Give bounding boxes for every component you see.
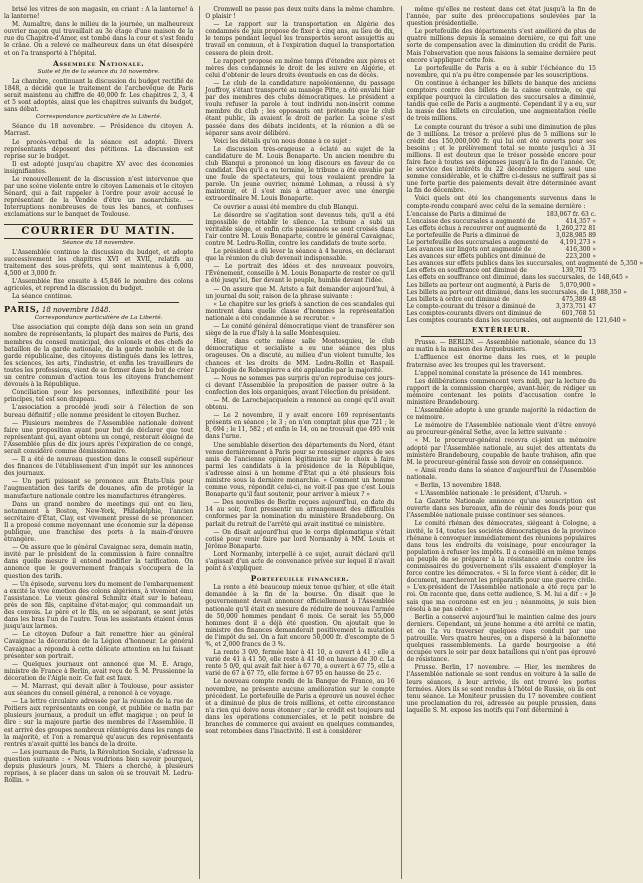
paragraph: Le désordre se s'agitation sont devenus tels, qu'il a été impossible de rétablir le silence. La tribune a subi un véritable siège, et enfin cris passionnés se sont croisés dans l'air contre M. Louis Bonaparte, contre le général Cavaignac, contre M. Ledru-Rollin, contre les candidats de toute sorte. [205,211,395,247]
paragraph: — Le citoyen Dufour a fait remettre hier au général Cavaignac la décoration de la Légion d'honneur. Le général Cavaignac a répondu à cette délicate attention en lui faisant présenter son portrait. [4,631,194,660]
paragraph: Séance du 18 novembre. — Présidence du citoyen A. Marrast. [4,123,194,138]
correspondence-subtitle: Correspondance particulière de la Liberté. [35,114,162,121]
paragraph: Le renouvellement de la discussion n'est intervenue que par une scène violente entre le citoyen Lamenais et le citoyen Sénard, qui a fait rappeler à l'ordre pour avoir accusé le représentant de la Vendée d'être un monarchiste. — Interruptions nombreuses de tous les bancs, et confuses exclamations sur le banquet de Toulouse. [4,175,194,219]
paragraph: L'Assemblée fixe ensuite à 45,846 le nombre des colons agricoles, et reprend la discussion du budget. [4,278,194,293]
ledger-row [406,288,627,296]
ledger-row [407,246,596,253]
paragraph: Voici quels ont été les changements survenus dans le compte-rendu comparé avec celui de la semaine dernière : [406,195,596,210]
ledger-label: Les billets au porteur ont augmenté, à Paris de [406,281,550,289]
ledger-amount: 4,191,273 » [559,239,596,246]
ledger-row [407,239,596,246]
paragraph: Le compte courant du trésor a subi une diminution de plus de 3 millions. Le trésor a prélevé plus de 5 millions sur le crédit des 150,000,000 fr. qui lui ont été ouverts pour ses besoins ; et le prélèvement total se monte jusqu'ici à 31 millions. Il est douteux que le trésor possède encore pour faire face à toutes ses dépenses jusqu'à la fin de l'année. Or, le service des intérêts du 22 décembre exigera seul une somme considérable, et le chiffre ci-dessus ne suffirait pas si une forte partie des paiements devait être déterminée avant la fin de décembre. [406,123,596,195]
ledger-row [407,218,596,225]
paragraph: Prusse. Berlin, 17 novembre. — Hier, les membres de l'Assemblée nationale se sont rendus en voiture à la salle de leurs séances, à leur arrivée, ils ont trouvé les portes fermées. Alors ils se sont rendus à l'hôtel de Russie, où ils ont tenu séance. Le Moniteur prussien du 17 novembre contient une proclamation du roi, adressée au peuple prussien, dans laquelle S. M. expose les motifs qui l'ont déterminé à [406,664,596,714]
section-title-courrier: COURRIER DU MATIN. [4,224,193,239]
section-subtitle: Suite et fin de la séance du 16 novembre. [37,68,160,75]
ledger-label: Les avances sur effets publics ont diminué de [406,253,546,261]
paragraph: — Un parti puissant se prononce aux États-Unis pour l'augmentation des tarifs de douanes, afin de protéger la manufacture nationale contre les manufactures étrangères. [4,478,194,500]
paragraph: Le nouveau compte rendu de la Banque de France, au 16 novembre, ne présente aucune amélioration sur le compte précédent. Le portefeuille de Paris a éprouvé un nouvel échec et a diminué de plus de trois millions, et cette circonstance n'a rien qui doive nous étonner ; car le crédit est toujours nul dans les opérations commerciales, et le petit nombre de branches de commerce qui avaient eu quelques commandes, sont retombées dans l'inactivité. Il est à considérer [205,678,395,736]
paragraph: « Ainsi rendu dans la séance d'aujourd'hui de l'Assemblée nationale. [406,466,596,481]
paragraph: — M. de Larochejacquelein a renoncé au congé qu'il avait obtenu. [205,396,395,412]
paragraph: Le discussion très-orageuse a éclaté au sujet de la candidature de M. Louis Bonaparte. Un ancien membre du club Blanqui a prononcé un long discours en faveur de ce candidat. Dès qu'il a eu terminé, le tribune a été envahie par une foule de spectateurs, qui tous voulaient prendre la parole. Un jeune ouvrier, nommé Lohman, a réussi à s'y maintenir, et il s'est mis à attaquer avec une énergie extraordinaire M. Louis Bonaparte. [205,145,395,203]
column-right [401,6,643,879]
paris-dateline [4,305,193,314]
ledger-label: Les avances sur lingots ont augmenté de [406,246,532,254]
ledger-row [407,232,596,239]
ledger-amount: 3,028,985 89 [555,231,596,239]
ledger-label: Les effets en souffrance ont diminué, dans les succursales, de [406,274,595,282]
paragraph: « M. le procureur-général recevra ci-joint un mémoire adopté par l'Assemblée nationale, au sujet des attentats du ministère Brandebourg, coupable de haute trahison, afin que M. le procureur-général fasse son devoir en conséquence. [406,437,596,466]
ledger-label: Le portefeuille des succursales a augmenté de [406,239,549,246]
ledger-amount: 5,070,900 » [559,281,596,289]
paragraph: Le mémoire de l'Assemblée nationale vient d'être envoyé au procureur-général Sethe, avec la lettre suivante : [406,422,596,437]
paragraph: Le portefeuille des départements s'est amélioré de plus de quatre millions depuis la semaine dernière, ce qui fait une sorte de compensation avec la diminution du crédit de Paris. Mais l'observation que nous faisions la semaine dernière peut encore s'appliquer cette fois. [406,28,596,64]
paragraph: Le rapport propose en même temps d'étendre aux pères et mères des condamnés le droit de les suivre en Algérie, et celui d'obtenir de leurs droits éventuels en cas de décès. [205,57,395,79]
section-title-exterieur: EXTÉRIEUR. [471,326,531,335]
paragraph: — Des nouvelles de Berlin reçues aujourd'hui, en date du 14 au soir, font pressentir un arrangement des difficultés conformes par la nomination du ministère Brandebourg. On parlait du retrait de l'arrêté qui avait institué ce ministère. [205,499,395,528]
paragraph: Dans un grand nombre de meetings qui ont eu lieu, notamment à Boston, New-York, Philadelphie, l'ancien secrétaire d'État, Clay, est vivement pressé de se prononcer. Il a proposé comme moyennant une économie sur la dépense publique, une franchise des ports à la main-d'œuvre étrangère. [4,500,194,544]
paragraph: La rente a été beaucoup mieux tenue qu'hier, et elle était demandée à la fin de la bourse. On disait que le gouvernement devait annoncer officiellement à l'Assemblée nationale qu'il était en mesure de réduire de nouveau l'armée de 50,000 hommes pendant 6 mois. Ce serait les 55,000 hommes dont il a déjà été question. On ajoutait que le ministre des finances demanderait positivement la mutation de l'impôt du sel. On a fait encore 50,000 fr. d'escompte de 5 %, et 2,000 francs de 3 %. [205,584,395,648]
paragraph: L'association a procédé jeudi soir à l'élection de son bureau définitif ; elle nomme président le citoyen Buchez. [4,404,194,419]
paragraph: — Plusieurs membres de l'Assemblée nationale doivent faire une proposition ayant pour but de déclarer que tout représentant qui, ayant obtenu un congé, resterait éloigné de l'Assemblée plus de dix jours après l'expiration de ce congé, serait considéré comme démissionnaire. [4,419,194,455]
correspondence-subtitle: Correspondance particulière de La Liberté. [34,315,163,322]
ledger-row [407,310,596,317]
ledger-row [406,317,627,325]
divider [421,336,582,337]
paragraph: La séance continue. [12,293,73,301]
paragraph: — Quelques journaux ont annoncé que M. E. Arago, ministre de France à Berlin, avait reçu de S. M. Prussienne la décoration de l'Aigle noir. Ce fait est faux. [4,660,194,682]
column-left [4,6,193,879]
paragraph: brisé les vitres de son magasin, en criant : A la lanterne! à la lanterne! [4,6,194,21]
ledger-amount: 139,701 75 [561,267,596,275]
paragraph: Le procès-verbal de la séance est adopté. Divers représentants déposent des pétitions. La discussion est reprise sur le budget. [4,138,194,160]
ledger-amount: 5,350 » [620,260,643,268]
ledger-amount: 475,389 48 [561,295,596,303]
paragraph: — Nous ne sommes pas surpris qu'on reproduise ces jours-ci devant l'Assemblée la proposition de passer outre à la confection des lois organiques, avant l'élection du président. [205,374,395,396]
paragraph: « Berlin, 13 novembre 1848. [414,482,502,489]
paragraph: Conciliation pour les personnes, inflexibilité pour les principes, tel est son drapeau. [4,389,194,404]
paragraph: Berlin a conservé aujourd'hui le maintien calme des jours derniers. Cependant, un jeune homme a été arrêté ce matin, et on l'a vu traverser quelques rues conduit par une patrouille. Vers quatre heures, on a dispersé à la baïonnette quelques rassemblements. La garde bourgeoise a été occupée vers le soir par deux bataillons qui n'ont pas éprouvé de résistance. [406,613,596,664]
paragraph: On continue à échanger les billets de banque des anciens comptoirs contre des billets de la caisse centrale, ce qui explique pourquoi la circulation des succursales a diminué, tandis que celle de Paris a augmenté. Cependant il y a eu, sur la masse des billets en circulation, une augmentation réelle de trois millions. [406,79,596,123]
paragraph: Cromwell ne passe pas deux nuits dans la même chambre. O plaisir ! [205,6,395,21]
column-middle [199,6,394,879]
paragraph: « L'Assemblée nationale : le président, d'Unruh. » [414,490,568,498]
paragraph: L'appel nominal constate la présence de 141 membres. [414,369,583,377]
ledger-label: Le compte-courant du trésor a diminué de [406,302,536,310]
ledger-amount: 148,645 » [598,274,629,282]
paragraph: M. Aumaître, dans le milieu de la journée, un malheureux ouvrier maçon qui travaillait au 3e étage d'une maison de la rue du Chapitre-d'Amor, est tombé dans la cour et s'est fendu le crâne. On a relevé ce malheureux dans un état désespéré et on l'a transporté à l'hôpital. [4,21,194,57]
section-subtitle: Séance du 18 novembre. [62,239,136,246]
paragraph: Hier, dans cette même salle Montesquieu, le club démocratique et socialiste a eu une séance des plus orageuses. On a discuté, au milieu d'un violent tumulte, les chances et les droits de MM. Ledru-Rollin et Raspail. L'apologie de Robespierre a été applaudie par la majorité. [205,338,395,374]
paragraph: — Le 2 novembre, il y avait encore 169 représentants présents en séance ; le 3 ; on n'en comptait plus que 721 ; le 8, 694 ; le 11, 582 ; et enfin le 14, on ne trouvait que 495 voix dans l'urne. [205,412,395,441]
paragraph: Le comité rhénan des démocrates, siégeant à Cologne, a invité, le 14, toutes les sociétés démocratiques de la province rhénane à convoquer immédiatement des réunions populaires dans tous les endroits du voisinage, pour encourager la population à refuser les impôts. Il a conseillé en même temps au peuple de se préparer à la résistance armée contre les commissaires du gouvernement s'ils essaient d'employer la force contre les démocrates. « Si la force vient à céder, dit le document, marcheront les préparatifs pour une guerre civile. » L'ex-président de l'Assemblée nationale a été reçu par le roi. On raconte que, dans cette audience, S. M. lui a dit : « Je sais que ma couronne est en jeu ; néanmoins, je suis bien résolu à ne pas céder. » [406,520,596,613]
paragraph: Une semblable désertion des départements du Nord, étant venue dernièrement à Paris pour se renseigner auprès de ses amis de l'ancienne opinion légitimiste sur le choix à faire parmi les candidats à la présidence de la République, s'adresse ainsi à un homme d'État qui a été plusieurs fois ministre sous la dernière monarchie. « Comment un homme comme vous, répondit celui-ci, ne voit-il pas que c'est Louis Bonaparte qu'il faut soutenir, pour arriver à mieux ? » [205,441,395,499]
paragraph: La chambre, continuant la discussion du budget rectifié de 1848, a décidé que le traitement de l'archevêque de Paris serait maintenu au chiffre de 40,000 fr. Les chapitres 2, 3, 4 et 5 sont adoptés, ainsi que les chapitres suivants du budget, sans débat. [4,77,194,114]
ledger-row [406,274,629,282]
paragraph: Les délibérations commencent vers midi, par la lecture du rapport de la commission chargée, avant-hier, de rédiger un mémoire contenant les points d'accusation contre le ministère Brandebourg. [406,377,596,406]
ledger-label: Les effets échus à recouvrer ont augmenté de [406,224,547,232]
ledger-amount: 414,357 » [565,217,596,225]
ledger-amount: 1,260,272 81 [555,224,596,232]
ledger-row [406,260,643,268]
paragraph: Le président a dû lever la séance à 4 heures, en déclarant que la réunion du club devenait indispensable. [205,248,395,263]
paragraph: Une association qui compte déjà dans son sein un grand nombre de représentants, la plupart des maires de Paris, des membres du conseil municipal, des colonels et des chefs de bataillon de la garde nationale, de la garde mobile et de la garde républicaine, des citoyens distingués dans les lettres, les sciences, les arts, l'industrie, et enfin les travailleurs de toutes les professions, vient de se former dans le but de créer un centre commun d'action tous les citoyens franchement dévoués à la République. [4,324,194,389]
bank-ledger [406,210,643,325]
ledger-row [407,211,596,218]
section-title-assembly: Assemblée Nationale. [53,58,145,68]
paragraph: — On assure que le général Cavaignac sera, demain matin, invité par le président de la commission à faire connaître dans quelle mesure il entend modifier la tarification. On annonce que le gouvernement français s'occupera de la question des tarifs. [4,544,194,580]
divider [18,302,179,303]
ledger-amount: 3,373,751 47 [555,302,596,310]
ledger-row [407,225,596,232]
ledger-label: Les effets en souffrance ont diminué de [406,267,527,275]
paragraph: Lord Normanby, interpellé à ce sujet, aurait déclaré qu'il s'agissait d'un acte de convenance privée sur lequel il n'avait point à s'expliquer. [205,550,395,573]
ledger-amount: 183,067 fr. 63 c. [546,210,596,218]
section-title-bourse: Portefeuille financier. [250,574,350,584]
paragraph: Ce ouvrier a aussi été membre du club Blanqui. [213,203,359,211]
ledger-label: L'encaisse des succursales a augmenté de [406,217,536,225]
paragraph: — Le rapport sur la transportation en Algérie des condamnés de juin propose de fixer à cinq ans, au lieu de dix, le temps pendant lequel les transportés seront assujettis au travail en commun, et à l'expiration duquel la transportation cessera de plein droit. [205,21,395,57]
ledger-label: Le portefeuille de Paris a diminué de [406,231,520,239]
ledger-amount: 121,640 » [595,317,627,325]
paragraph: — M. Marrast, qui devait aller à Toulouse, pour assister aux séances du conseil général, a renoncé à ce voyage. [4,682,194,698]
paragraph: La Gazette Nationale annonce qu'une souscription est ouverte dans ses bureaux, afin de réunir des fonds pour que l'Assemblée nationale puisse continuer ses séances. [406,498,596,520]
ledger-amount: 223,200 » [565,253,596,261]
paragraph: L'affluence est énorme dans les rues, et le peuple fraternise avec les troupes qui les traversent. [406,354,596,369]
paragraph: — Le comité général démocratique vient de transférer son siège de la rue d'Isly à la salle Montesquieu. [205,323,395,338]
paragraph: — Il a été de nouveau question dans le conseil supérieur des finances de l'établissement d'un impôt sur les annonces des journaux. [4,456,194,478]
ledger-row [407,267,596,274]
ledger-amount: 1,988,350 » [590,288,627,296]
ledger-label: L'encaisse de Paris a diminué de [406,210,507,218]
dateline-date: 18 novembre 1848. [41,306,111,315]
ledger-label: Les billets à ordre ont diminué de [406,295,510,303]
paragraph: — Le club de la candidature napoléonienne, du passage Jouffroy, s'étant transporté au manège Pitte, a été envahi hier par des membres des clubs démocratiques. Le président a voulu refuser la parole à tout individu non-inscrit comme membre du club ; les opposants ont prétendu que le club étant public, ils avaient le droit de parler. La scène s'est passée dans des débats incidents, et la réunion a dû se séparer sans avoir délibéré. [205,79,395,137]
paragraph: Prusse. — BERLIN. — Assemblée nationale, séance du 13 au matin à la maison des Arquebusiers. [406,339,596,354]
ledger-row [407,253,596,260]
ledger-label: Les avances sur effets publics dans les succursales, ont augmenté de [406,260,618,268]
ledger-label: Les comptes courants dans les succursales, ont augmenté de [406,317,593,325]
paragraph: — Un épisode, survenu lors du moment de l'embarquement a excité la vive émotion des colons algériens, à vivement ému l'assistance. Le vieux général Schmitz était sur le bateau, près de son fils, capitaine d'état-major, qui commandait un des convois. Le père et le fils, en se séparant, se sont jetés dans les bras l'un de l'autre. Tous les assistants étaient émus jusqu'aux larmes. [4,580,194,631]
paragraph: « Le chapitre sur les griefs à sanction de ces scandales qui montrent dans quelle classe d'hommes la représentation nationale a été condamnée à se recruter. » [205,300,395,322]
ledger-amount: 601,768 51 [561,309,596,317]
paragraph: Le portefeuille de Paris a eu à subir l'échéance du 15 novembre, qui n'a pu être compensée par les souscriptions. [406,64,596,79]
dateline-place: PARIS, [4,304,40,315]
paragraph: Voici les détails qu'on nous donne à ce sujet : [213,137,352,145]
paragraph: — Le portrait des idées et des nouveaux pouvoirs, l'Événement, conseille à M. Louis Bonaparte de rester ce qu'il a été jusqu'ici, fier devant le peuple, humble devant l'idée. [205,263,395,285]
ledger-row [407,296,596,303]
paragraph: L'Assemblée continue la discussion du budget, et adopte successivement les chapitres XVI et XVII, relatifs au traitement des sous-préfets, qui sont maintenus à 6,000, 4,500 et 3,000 fr. [4,248,194,277]
paragraph: — On assure que M. Aristo a fait demander aujourd'hui, à un journal du soir, raison de la phrase suivante : [205,285,395,300]
ledger-row [407,282,596,289]
paragraph: L'Assemblée adopte à une grande majorité la rédaction de ce mémoire. [406,407,596,422]
paragraph: Il est adopté jusqu'au chapitre XV avec des économies insignifiantes. [4,160,194,175]
ledger-label: Les comptes-courants divers ont diminué de [406,309,542,317]
ledger-amount: 416,300 » [565,246,596,254]
paragraph: La rente 3 0/0, fermée hier à 41 10, a ouvert à 41 ; elle a varié de 41 à 41 50, elle reste à 41 40 en hausse de 30 c. La rente 5 0/0, qui avait fait hier à 67 70, a ouvert à 67 75, elle a varié de 67 à 67 75, elle ferme à 67 95 en hausse de 25 c. [205,649,395,678]
paragraph: — La lettre circulaire adressée par la réunion de la rue de Poitiers aux représentants en congé, et publiée ce matin par plusieurs journaux, a produit un effet magique ; on peut le dire : sur la majeure partie des membres de l'Assemblée. Il est arrivé des groupes nombreux réintégrés dans les rangs de la majorité, et l'on a remarqué qu'aucun des représentants rentrés n'avait quitté les bancs de la droite. [4,698,194,748]
ledger-row [407,303,596,310]
paragraph: — On disait aujourd'hui que le corps diplomatique s'était cotisé pour venir faire par lord Normanby à MM. Louis et Jérôme Bonaparte. [205,528,395,550]
ledger-label: Les billets au porteur ont diminué, dans les succursales, de [406,288,588,296]
paragraph: — Les journaux de Paris, la Révolution Sociale, s'adresse la question suivante : « Nous voudrions bien savoir pourquoi, depuis plusieurs jours, M. Thiers a cherché, à plusieurs reprises, à se placer dans un salon où se trouvait M. Ledru-Rollin. » [4,748,194,785]
paragraph: même qu'elles ne restent dans cet état jusqu'à la fin de l'année, par suite des préoccupations soulevées par la question présidentielle. [406,6,596,28]
